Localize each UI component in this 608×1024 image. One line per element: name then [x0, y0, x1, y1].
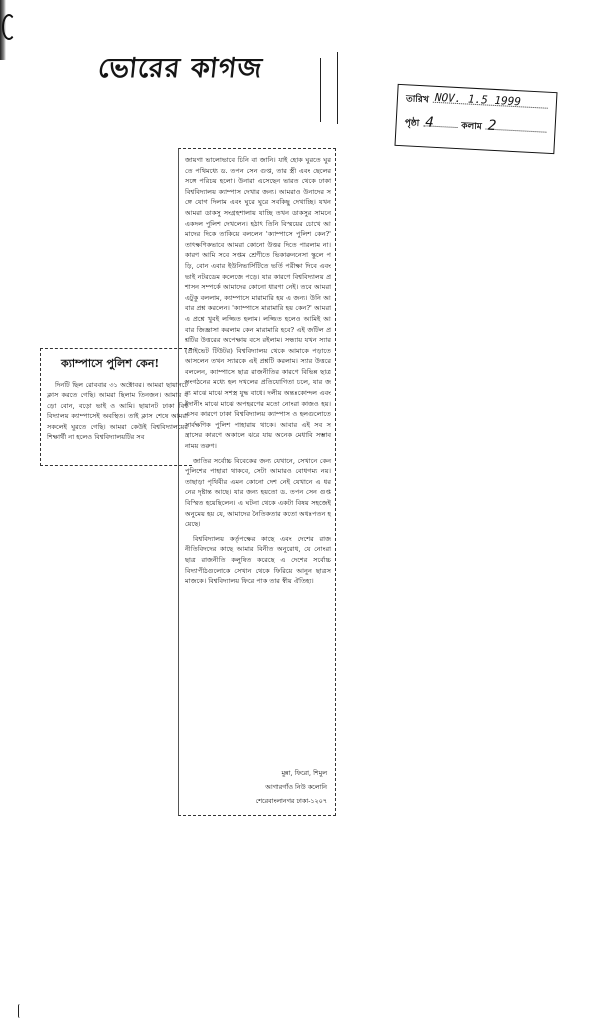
stamp-date-label: তারিখ: [405, 94, 429, 106]
signature-names: মুন্না, ফিরো, শিমুল: [281, 769, 327, 777]
stamp-page-value: 4: [424, 114, 435, 131]
newspaper-masthead: ভোরের কাগজ: [96, 53, 265, 84]
side-article-headline: ক্যাম্পাসে পুলিশ কেন!: [61, 357, 160, 370]
signature-address: শেরেবাংলানগর ঢাকা-১২০৭: [255, 797, 327, 805]
main-article-paragraph: জাতির সর্বোচ্চ বিবেকের জন্য যেখানে, সেখানে কেন পুলিশের পাহারা থাকবে, সেটা আমারও বোধগম্য নয়। তাছাড়া পৃথিবীর এমন কোনো দেশ নেই যেখানে এ ধরনের দৃষ্টান্ত আছে। যার জন্য হয়তো ড. তপন সেন গুপ্ত বিস্মিত হয়েছিলেন। এ ঘটনা থেকে একটা বিষয় সহজেই অনুমেয় হয় যে, আমাদের নৈতিকতার কতো অধঃপতন হয়েছে।: [185, 456, 331, 529]
stamp-column-label: কলাম: [460, 121, 483, 133]
main-article-clipping: [178, 148, 336, 816]
stamp-column-value: 2: [487, 117, 497, 135]
column-rule: [337, 52, 338, 124]
archive-stamp: [394, 84, 557, 154]
stamp-page-label: পৃষ্ঠা: [404, 118, 420, 130]
corner-mark: [2, 14, 16, 40]
main-article-body: [185, 155, 331, 587]
side-article-body: [47, 380, 188, 442]
stamp-date-value: NOV. 1.5 1999: [434, 90, 522, 109]
signature-school: আগারগাঁও নিউ কলোনি: [265, 783, 327, 791]
side-article-clipping: [40, 348, 192, 466]
scan-mark: [18, 1004, 22, 1018]
side-article-paragraph: দিনটি ছিল রোববার ৩১ অক্টোবর। আমরা ছায়ানটে ক্লাস করতে গেছি। আমরা ছিলাম তিনজন। আমার বড়ো বোন, বড়ো ভাই ও আমি। ছায়ানট ঢাকা বিশ্ববিদ্যালয় ক্যাম্পাসেই অবস্থিত। তাই ক্লাস শেষে আমরা সকলেই ঘুরতে গেছি। আমরা কেউই বিশ্ববিদ্যালয়ের শিক্ষার্থী না হলেও বিশ্ববিদ্যালয়টির সব: [47, 381, 188, 442]
main-article-paragraph: জায়গা ভালোভাবে চিনি বা জানি। যাই হোক ঘুরতে ঘুরতে পথিমধ্যে ড. তপন সেন গুপ্ত, তার স্ত্রী এবং ছেলের সঙ্গে পরিচয় হলো। উনারা এসেছেন ভারত থেকে ঢাকা বিশ্ববিদ্যালয় ক্যাম্পাস দেখার জন্য। আমরাও উনাদের সঙ্গে যোগ দিলাম এবং ঘুরে ঘুরে সবকিছু দেখাচ্ছি। যখন আমরা ডাকসু সংগ্রহশালায় যাচ্ছি তখন ডাকসুর সামনে একদল পুলিশ দেখলেন। হঠাৎ তিনি বিস্ময়ের চোখে আমাদের দিকে তাকিয়ে বললেন 'ক্যাম্পাসে পুলিশ কেন?' তাৎক্ষণিকভাবে আমরা কোনো উত্তর দিতে পারলাম না। কারণ আমি সবে সপ্তম শ্রেণীতে ভিকারুননেসা স্কুলে পড়ি, বোন এবার ইউনিভার্সিটিতে ভর্তি পরীক্ষা দিবে এবং ভাই নটরডেম কলেজে পড়ে। যার কারণে বিশ্ববিদ্যালয় প্রশাসন সম্পর্কে আমাদের কোনো ধারণা নেই। তবে আমরা এটুকু বললাম, ক্যাম্পাসে মারামারি হয় এ জন্য। উনি আবার প্রশ্ন করলেন। 'ক্যাম্পাসে মারামারি হয় কেন?' আমরা এ প্রশ্নে খুবই লজ্জিত হলাম। লজ্জিত হলেও আমিই আবার জিজ্ঞাসা করলাম কেন মারামারি হবে? এই জটিল প্রশ্নটির উত্তরের অপেক্ষায় বসে রইলাম। সন্ধ্যায় যখন স্যার (প্রাইভেট টিউটর) বিশ্ববিদ্যালয় থেকে আমাকে পড়াতে আসলেন তখন স্যারকে এই প্রশ্নটি করলাম। স্যার উত্তরে বললেন, ক্যাম্পাসে ছাত্র রাজনীতির কারণে বিভিন্ন ছাত্র সংগঠনের মধ্যে হল দখলের প্রতিযোগিতা চলে, যার জন্য মাঝে মাঝে সশস্ত্র যুদ্ধ বাধে। দলীয় অন্তঃকোন্দল এবং ইদানীং মাঝে মাঝে অপহরণের মতো নোংরা কাজও হয়। এসব কারণে ঢাকা বিশ্ববিদ্যালয় ক্যাম্পাস ও হলগুলোতে সার্বক্ষণিক পুলিশ পাহারায় থাকে। আবার এই সব সন্ত্রাসের কারণে অকালে ঝরে যায় অনেক মেধাবি সম্ভাবনাময় তরুণ।: [185, 156, 331, 451]
main-article-paragraph: বিশ্ববিদ্যালয় কর্তৃপক্ষের কাছে এবং দেশের রাজনীতিবিদদের কাছে আমার বিনীত অনুরোধ, যে নোংরা ছাত্র রাজনীতি কলুষিত করেছে এ দেশের সর্বোচ্চ বিদ্যাপীঠগুলোকে সেখান থেকে ফিরিয়ে আনুন ছাত্রসমাজকে। বিশ্ববিদ্যালয় ফিরে পাক তার স্বীয় ঐতিহ্য।: [185, 534, 331, 586]
column-rule: [320, 58, 321, 122]
